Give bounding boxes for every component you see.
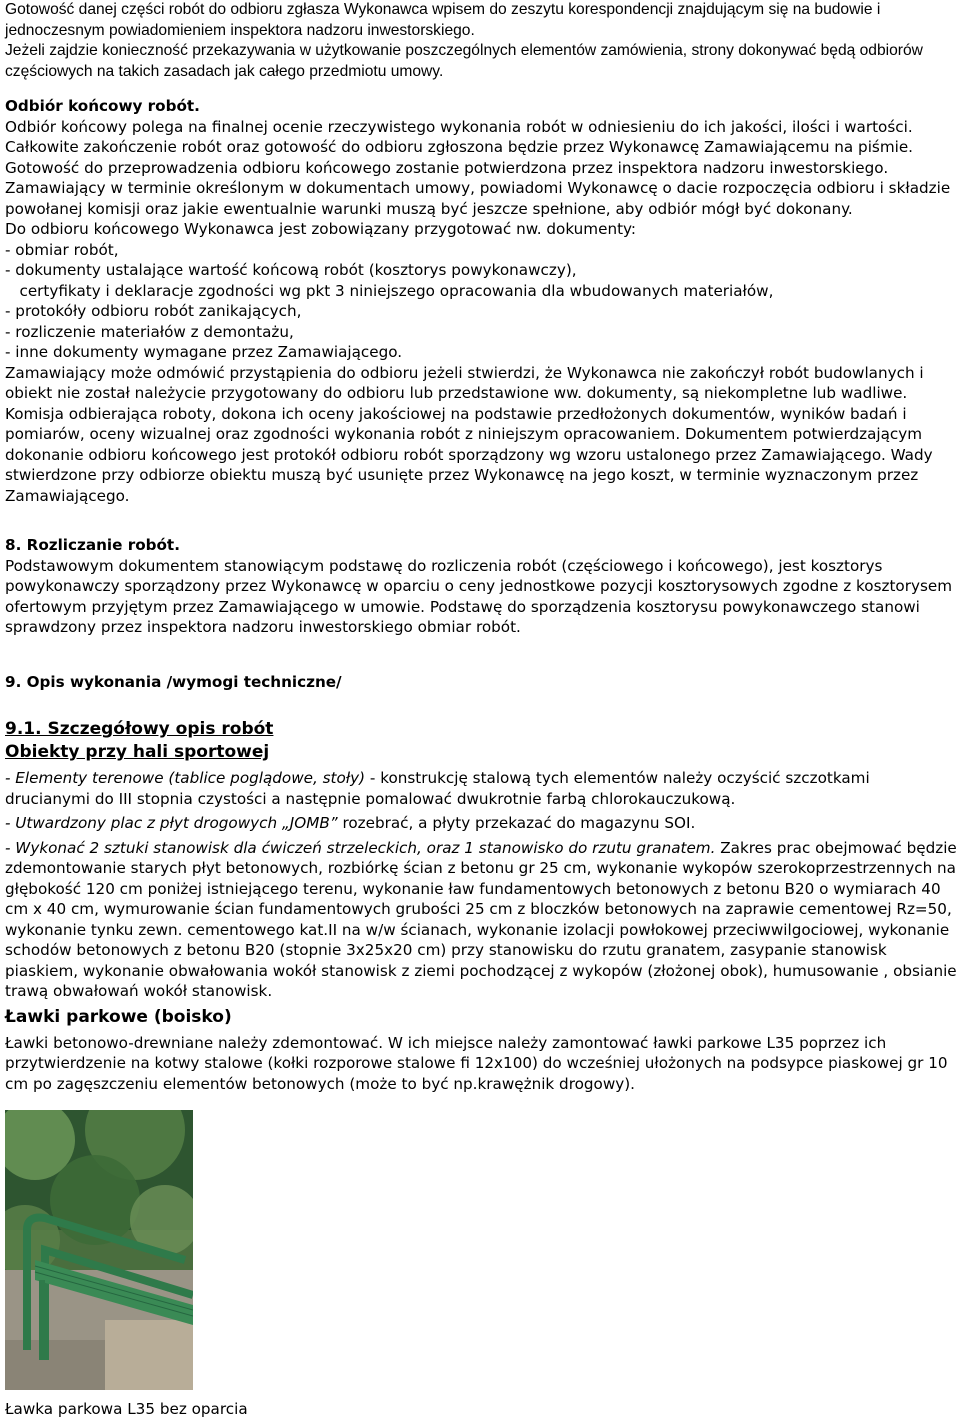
paragraph-text: rozebrać, a płyty przekazać do magazynu SOI. [337,814,696,832]
paragraph: Całkowite zakończenie robót oraz gotowość do odbioru zgłoszona będzie przez Wykonawcę Zamawiającemu na piśmie. [5,138,914,156]
paragraph: Podstawowym dokumentem stanowiącym podstawę do rozliczenia robót (częściowego i końcowego), jest kosztorys powykonawczy sporządzony przez Wykonawcę w oparciu o ceny jednostkowe pozycji kosztorysowych zgodne z kosztorysem ofertowym przyjętym przez Zamawiającego w umowie. Podstawę do sporządzenia kosztorysu powykonawczego stanowi sprawdzony przez inspektora nadzoru inwestorskiego obmiar robót. [5,556,952,636]
list-item: - inne dokumenty wymagane przez Zamawiającego. [5,343,403,361]
paragraph-text: Zakres prac obejmować będzie zdemontowanie starych płyt betonowych, rozbiórkę ścian z betonu gr 25 cm, wykonanie wykopów szerokoprzestrzennych na głębokość 120 cm poniżej istniejącego terenu, wykonanie ław fundamentowych betonowych z betonu B20 o wymiarach 40 cm x 40 cm, wymurowanie ścian fundamentowych grubości 25 cm z bloczków betonowych na zaprawie cementowej Rz=50, wykonanie tynku zewn. cementowego kat.II na w/w ścianach, wykonanie izolacji powłokowej przeciwwilgociowej, wykonanie schodów betonowych z betonu B20 (stopnie 3x25x20 cm) przy stanowisku do rzutu granatem, zasypanie stanowisk piaskiem, wykonanie obwałowania wokół stanowisk z ziemi pochodzącej z wykopów (złożonej obok), humusowanie , obsianie trawą obwałowań wokół stanowisk. [5,838,957,1000]
paragraph: Odbiór końcowy polega na finalnej ocenie rzeczywistego wykonania robót w odniesieniu do ich jakości, ilości i wartości. [5,117,913,136]
subsection-heading: 9.1. Szczegółowy opis robót [5,719,274,739]
list-item: - protokóły odbioru robót zanikających, [5,302,302,320]
section-heading: 9. Opis wykonania /wymogi techniczne/ [5,673,342,691]
paragraph: Do odbioru końcowego Wykonawca jest zobowiązany przygotować nw. dokumenty: [5,220,637,238]
photo-caption: Ławka parkowa L35 bez oparcia [5,1400,248,1418]
paragraph: Zamawiający w terminie określonym w dokumentach umowy, powiadomi Wykonawcę o dacie rozpoczęcia odbioru i składzie powołanej komisji oraz jakie ewentualnie warunki muszą być jeszcze spełnione, aby odbiór mógł być dokonany. [5,179,951,218]
paragraph: Gotowość do przeprowadzenia odbioru końcowego zostanie potwierdzona przez inspektora nadzoru inwestorskiego. [5,158,889,177]
list-item: - dokumenty ustalające wartość końcową robót (kosztorys powykonawczy), [5,261,577,279]
paragraph: Zamawiający może odmówić przystąpienia do odbioru jeżeli stwierdzi, że Wykonawca nie zakończył robót budowlanych i obiekt nie został należycie przygotowany do odbioru lub przedstawione ww. dokumenty, są niekompletne lub wadliwe. [5,363,924,402]
paragraph [5,838,957,1002]
list-item: - obmiar robót, [5,240,119,259]
paragraph: Komisja odbierająca roboty, dokona ich oceny jakościowej na podstawie przedłożonych dokumentów, wyników badań i pomiarów, oceny wizualnej oraz zgodności wykonania robót z niniejszym opracowaniem. Dokumentem potwierdzającym dokonanie odbioru końcowego jest protokół odbioru robót sporządzony wg wzoru ustalonego przez Zamawiającego. Wady stwierdzone przy odbiorze obiektu muszą być usunięte przez Wykonawcę na jego koszt, w terminie wyznaczonym przez Zamawiającego. [5,404,933,505]
park-bench-icon [5,1110,193,1390]
italic-lead: - Utwardzony plac z płyt drogowych „JOMB” [5,814,338,832]
paragraph: Ławki betonowo-drewniane należy zdemontować. W ich miejsce należy zamontować ławki parkowe L35 poprzez ich przytwierdzenie na kotwy stalowe (kołki rozporowe stalowe fi 12x100) do wcześniej ułożonych na podsypce piaskowej gr 10 cm po zagęszczeniu elementów betonowych (może to być np.krawężnik drogowy). [5,1033,948,1093]
section-heading: 8. Rozliczanie robót. [5,536,180,554]
subsection-heading: Obiekty przy hali sportowej [5,742,270,762]
italic-lead: - Elementy terenowe (tablice poglądowe, stoły) [5,769,366,787]
paragraph [5,768,957,809]
list-item: certyfikaty i deklaracje zgodności wg pkt 3 niniejszego opracowania dla wbudowanych materiałów, [5,281,774,300]
italic-lead: - Wykonać 2 sztuki stanowisk dla ćwiczeń strzeleckich, oraz 1 stanowisko do rzutu granatem. [5,838,716,857]
paragraph [5,813,957,834]
intro-paragraph: Jeżeli zajdzie konieczność przekazywania w użytkowanie poszczególnych elementów zamówienia, strony dokonywać będą odbiorów częściowych na takich zasadach jak całego przedmiotu umowy. [5,42,923,80]
paragraph-text: - konstrukcję stalową tych elementów należy oczyścić szczotkami drucianymi do III stopnia czystości a następnie pomalować dwukrotnie farbą chlorokauczukową. [5,769,870,808]
list-item: - rozliczenie materiałów z demontażu, [5,322,294,341]
intro-paragraph: Gotowość danej części robót do odbioru zgłasza Wykonawca wpisem do zeszytu korespondencji znajdującym się na budowie i jednoczesnym powiadomieniem inspektora nadzoru inwestorskiego. [5,1,881,39]
park-bench-photo [5,1110,193,1390]
section-heading: Odbiór końcowy robót. [5,97,200,115]
subsection-heading: Ławki parkowe (boisko) [5,1006,232,1027]
